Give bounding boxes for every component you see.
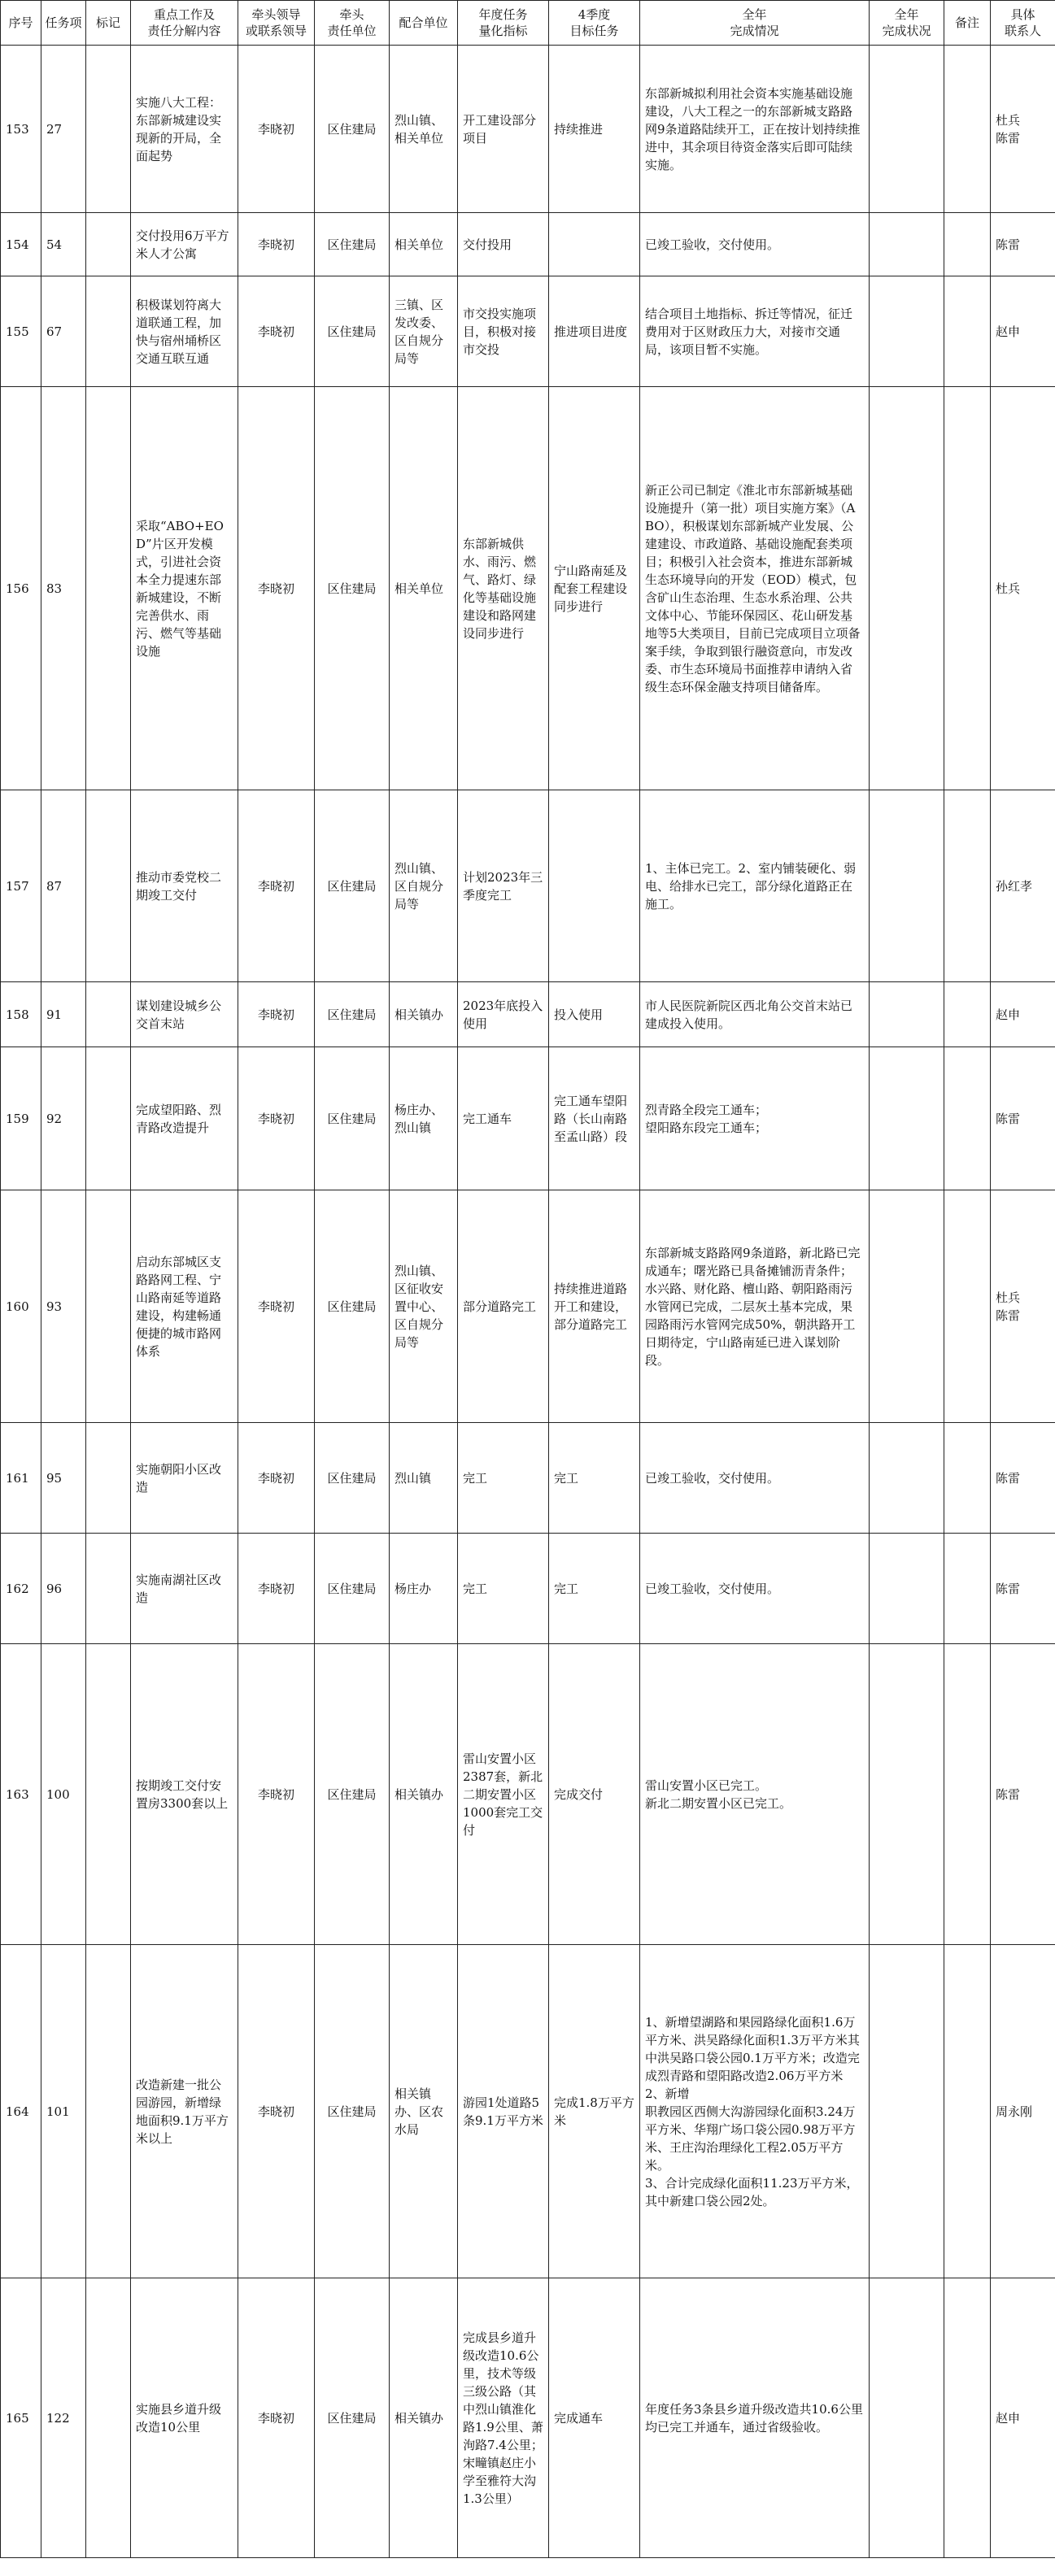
cell-annual: 计划2023年三季度完工 — [458, 790, 549, 982]
cell-q4: 完工 — [549, 1423, 640, 1534]
cell-progress: 已竣工验收，交付使用。 — [640, 1534, 870, 1644]
cell-mark — [86, 1190, 131, 1423]
cell-note — [944, 46, 991, 213]
cell-contact: 周永刚 — [991, 1945, 1055, 2278]
cell-note — [944, 1190, 991, 1423]
cell-leader: 李晓初 — [238, 982, 315, 1047]
cell-mark — [86, 2278, 131, 2558]
cell-note — [944, 2278, 991, 2558]
cell-no: 164 — [1, 1945, 41, 2278]
table-row — [1, 1190, 1055, 1423]
cell-contact: 陈雷 — [991, 213, 1055, 276]
table-row — [1, 982, 1055, 1047]
cell-task: 95 — [41, 1423, 86, 1534]
cell-leader: 李晓初 — [238, 1047, 315, 1190]
cell-content: 推动市委党校二期竣工交付 — [131, 790, 238, 982]
cell-status — [870, 1423, 944, 1534]
cell-leader: 李晓初 — [238, 1644, 315, 1945]
cell-no: 159 — [1, 1047, 41, 1190]
cell-progress: 雷山安置小区已完工。 新北二期安置小区已完工。 — [640, 1644, 870, 1945]
cell-contact: 杜兵 陈雷 — [991, 46, 1055, 213]
table-row — [1, 276, 1055, 387]
cell-mark — [86, 1644, 131, 1945]
cell-coop: 烈山镇、相关单位 — [390, 46, 458, 213]
cell-unit: 区住建局 — [315, 46, 390, 213]
cell-q4: 持续推进道路开工和建设，部分道路完工 — [549, 1190, 640, 1423]
cell-annual: 完工通车 — [458, 1047, 549, 1190]
header-coop: 配合单位 — [390, 1, 458, 46]
cell-annual: 雷山安置小区2387套，新北二期安置小区1000套完工交付 — [458, 1644, 549, 1945]
cell-no: 156 — [1, 387, 41, 790]
header-row — [1, 1, 1055, 46]
header-task: 任务项 — [41, 1, 86, 46]
header-annual: 年度任务 量化指标 — [458, 1, 549, 46]
cell-note — [944, 982, 991, 1047]
cell-no: 157 — [1, 790, 41, 982]
cell-status — [870, 1644, 944, 1945]
cell-progress: 东部新城拟利用社会资本实施基础设施建设，八大工程之一的东部新城支路路网9条道路陆续开工，正在按计划持续推进中，其余项目待资金落实后即可陆续实施。 — [640, 46, 870, 213]
cell-mark — [86, 1534, 131, 1644]
cell-q4: 完工通车望阳路（长山南路至孟山路）段 — [549, 1047, 640, 1190]
cell-progress: 已竣工验收，交付使用。 — [640, 213, 870, 276]
cell-coop: 相关镇办 — [390, 1644, 458, 1945]
cell-status — [870, 1047, 944, 1190]
cell-mark — [86, 213, 131, 276]
cell-content: 启动东部城区支路路网工程、宁山路南延等道路建设，构建畅通便捷的城市路网体系 — [131, 1190, 238, 1423]
cell-q4: 完工 — [549, 1534, 640, 1644]
cell-status — [870, 46, 944, 213]
cell-leader: 李晓初 — [238, 276, 315, 387]
cell-q4: 投入使用 — [549, 982, 640, 1047]
cell-status — [870, 790, 944, 982]
cell-task: 87 — [41, 790, 86, 982]
cell-progress: 市人民医院新院区西北角公交首末站已建成投入使用。 — [640, 982, 870, 1047]
cell-task: 100 — [41, 1644, 86, 1945]
cell-mark — [86, 276, 131, 387]
cell-unit: 区住建局 — [315, 1644, 390, 1945]
cell-q4: 完成1.8万平方米 — [549, 1945, 640, 2278]
cell-unit: 区住建局 — [315, 1945, 390, 2278]
cell-content: 采取“ABO+EOD”片区开发模式，引进社会资本全力提速东部新城建设，不断完善供水、雨污、燃气等基础设施 — [131, 387, 238, 790]
table-row — [1, 387, 1055, 790]
cell-progress: 结合项目土地指标、拆迁等情况，征迁费用对于区财政压力大，对接市交通局，该项目暂不实施。 — [640, 276, 870, 387]
cell-q4: 宁山路南延及配套工程建设同步进行 — [549, 387, 640, 790]
cell-task: 91 — [41, 982, 86, 1047]
cell-contact: 赵申 — [991, 982, 1055, 1047]
cell-contact: 陈雷 — [991, 1644, 1055, 1945]
table-row — [1, 213, 1055, 276]
cell-annual: 东部新城供水、雨污、燃气、路灯、绿化等基础设施建设和路网建设同步进行 — [458, 387, 549, 790]
cell-note — [944, 1047, 991, 1190]
header-contact: 具体 联系人 — [991, 1, 1055, 46]
cell-annual: 完工 — [458, 1423, 549, 1534]
header-mark: 标记 — [86, 1, 131, 46]
cell-content: 实施朝阳小区改造 — [131, 1423, 238, 1534]
cell-annual: 部分道路完工 — [458, 1190, 549, 1423]
cell-q4: 持续推进 — [549, 46, 640, 213]
cell-task: 96 — [41, 1534, 86, 1644]
cell-note — [944, 213, 991, 276]
cell-unit: 区住建局 — [315, 1047, 390, 1190]
cell-status — [870, 276, 944, 387]
header-progress: 全年 完成情况 — [640, 1, 870, 46]
cell-coop: 杨庄办 — [390, 1534, 458, 1644]
cell-mark — [86, 1945, 131, 2278]
cell-note — [944, 276, 991, 387]
cell-task: 92 — [41, 1047, 86, 1190]
cell-unit: 区住建局 — [315, 1423, 390, 1534]
cell-coop: 相关镇办 — [390, 2278, 458, 2558]
cell-note — [944, 1534, 991, 1644]
cell-no: 165 — [1, 2278, 41, 2558]
table-body — [1, 46, 1055, 2558]
cell-mark — [86, 1423, 131, 1534]
cell-annual: 开工建设部分项目 — [458, 46, 549, 213]
cell-progress: 年度任务3条县乡道升级改造共10.6公里均已完工并通车，通过省级验收。 — [640, 2278, 870, 2558]
cell-content: 交付投用6万平方米人才公寓 — [131, 213, 238, 276]
cell-note — [944, 1644, 991, 1945]
table-row — [1, 1423, 1055, 1534]
cell-contact: 赵申 — [991, 276, 1055, 387]
cell-leader: 李晓初 — [238, 46, 315, 213]
header-leader: 牵头领导 或联系领导 — [238, 1, 315, 46]
cell-status — [870, 387, 944, 790]
cell-annual: 游园1处道路5条9.1万平方米 — [458, 1945, 549, 2278]
cell-leader: 李晓初 — [238, 387, 315, 790]
cell-progress: 1、新增望湖路和果园路绿化面积1.6万平方米、洪吴路绿化面积1.3万平方米其中洪吴路口袋公园0.1万平方米；改造完成烈青路和望阳路改造2.06万平方米 2、新增 职教园区西侧大沟游园绿化面积3.24万平方米、华翔广场口袋公园0.98万平方米、王庄沟治理绿化工程2.05万平方米。 3、合计完成绿化面积11.23万平方米，其中新建口袋公园2处。 — [640, 1945, 870, 2278]
cell-contact: 陈雷 — [991, 1534, 1055, 1644]
cell-progress: 已竣工验收，交付使用。 — [640, 1423, 870, 1534]
cell-no: 155 — [1, 276, 41, 387]
cell-task: 122 — [41, 2278, 86, 2558]
cell-unit: 区住建局 — [315, 982, 390, 1047]
cell-content: 改造新建一批公园游园，新增绿地面积9.1万平方米以上 — [131, 1945, 238, 2278]
cell-task: 83 — [41, 387, 86, 790]
cell-status — [870, 1190, 944, 1423]
cell-unit: 区住建局 — [315, 213, 390, 276]
cell-contact: 杜兵 陈雷 — [991, 1190, 1055, 1423]
cell-task: 54 — [41, 213, 86, 276]
cell-no: 160 — [1, 1190, 41, 1423]
cell-status — [870, 1945, 944, 2278]
cell-coop: 相关镇办、区农水局 — [390, 1945, 458, 2278]
cell-task: 93 — [41, 1190, 86, 1423]
cell-contact: 陈雷 — [991, 1423, 1055, 1534]
cell-note — [944, 790, 991, 982]
cell-status — [870, 2278, 944, 2558]
cell-progress: 东部新城支路路网9条道路，新北路已完成通车；曙光路已具备摊铺沥青条件；水兴路、财化路、檀山路、朝阳路雨污水管网已完成，二层灰土基本完成，果园路雨污水管网完成50%，朝洪路开工日期待定，宁山路南延已进入谋划阶段。 — [640, 1190, 870, 1423]
cell-q4 — [549, 213, 640, 276]
cell-mark — [86, 790, 131, 982]
table-row — [1, 1945, 1055, 2278]
cell-content: 实施八大工程：东部新城建设实现新的开局，全面起势 — [131, 46, 238, 213]
cell-no: 158 — [1, 982, 41, 1047]
cell-q4: 完成通车 — [549, 2278, 640, 2558]
cell-content: 实施南湖社区改造 — [131, 1534, 238, 1644]
cell-leader: 李晓初 — [238, 790, 315, 982]
cell-content: 实施县乡道升级改造10公里 — [131, 2278, 238, 2558]
cell-coop: 相关镇办 — [390, 982, 458, 1047]
cell-status — [870, 1534, 944, 1644]
cell-annual: 2023年底投入使用 — [458, 982, 549, 1047]
cell-no: 153 — [1, 46, 41, 213]
table-row — [1, 1644, 1055, 1945]
cell-unit: 区住建局 — [315, 2278, 390, 2558]
cell-leader: 李晓初 — [238, 1534, 315, 1644]
cell-mark — [86, 982, 131, 1047]
cell-annual: 交付投用 — [458, 213, 549, 276]
cell-leader: 李晓初 — [238, 213, 315, 276]
header-no: 序号 — [1, 1, 41, 46]
cell-no: 161 — [1, 1423, 41, 1534]
cell-coop: 三镇、区发改委、区自规分局等 — [390, 276, 458, 387]
cell-note — [944, 387, 991, 790]
cell-note — [944, 1945, 991, 2278]
cell-no: 154 — [1, 213, 41, 276]
header-q4: 4季度 目标任务 — [549, 1, 640, 46]
cell-contact: 杜兵 — [991, 387, 1055, 790]
cell-status — [870, 213, 944, 276]
cell-task: 67 — [41, 276, 86, 387]
cell-q4 — [549, 790, 640, 982]
cell-content: 完成望阳路、烈青路改造提升 — [131, 1047, 238, 1190]
cell-mark — [86, 46, 131, 213]
table-row — [1, 46, 1055, 213]
cell-leader: 李晓初 — [238, 2278, 315, 2558]
cell-no: 162 — [1, 1534, 41, 1644]
cell-leader: 李晓初 — [238, 1945, 315, 2278]
cell-leader: 李晓初 — [238, 1423, 315, 1534]
header-status: 全年 完成状况 — [870, 1, 944, 46]
cell-unit: 区住建局 — [315, 1534, 390, 1644]
cell-contact: 陈雷 — [991, 1047, 1055, 1190]
cell-content: 按期竣工交付安置房3300套以上 — [131, 1644, 238, 1945]
cell-note — [944, 1423, 991, 1534]
cell-progress: 1、主体已完工。2、室内铺装硬化、弱电、给排水已完工，部分绿化道路正在施工。 — [640, 790, 870, 982]
cell-leader: 李晓初 — [238, 1190, 315, 1423]
cell-contact: 赵申 — [991, 2278, 1055, 2558]
table-row — [1, 1047, 1055, 1190]
cell-unit: 区住建局 — [315, 276, 390, 387]
cell-content: 积极谋划符离大道联通工程，加快与宿州埇桥区交通互联互通 — [131, 276, 238, 387]
cell-mark — [86, 1047, 131, 1190]
table-row — [1, 790, 1055, 982]
cell-coop: 烈山镇 — [390, 1423, 458, 1534]
cell-task: 101 — [41, 1945, 86, 2278]
cell-coop: 烈山镇、区征收安置中心、区自规分局等 — [390, 1190, 458, 1423]
header-unit: 牵头 责任单位 — [315, 1, 390, 46]
header-content: 重点工作及 责任分解内容 — [131, 1, 238, 46]
table-row — [1, 2278, 1055, 2558]
cell-annual: 市交投实施项目，积极对接市交投 — [458, 276, 549, 387]
cell-content: 谋划建设城乡公交首末站 — [131, 982, 238, 1047]
cell-contact: 孙红孝 — [991, 790, 1055, 982]
cell-annual: 完工 — [458, 1534, 549, 1644]
cell-coop: 烈山镇、区自规分局等 — [390, 790, 458, 982]
cell-q4: 推进项目进度 — [549, 276, 640, 387]
cell-progress: 新正公司已制定《淮北市东部新城基础设施提升（第一批）项目实施方案》（ABO），积极谋划东部新城产业发展、公建建设、市政道路、基础设施配套类项目；积极引入社会资本，推进东部新城生态环境导向的开发（EOD）模式，包含矿山生态治理、生态水系治理、公共文体中心、节能环保园区、花山研发基地等5大类项目，目前已完成项目立项备案手续，争取到银行融资意向，市发改委、市生态环境局书面推荐申请纳入省级生态环保金融支持项目储备库。 — [640, 387, 870, 790]
cell-status — [870, 982, 944, 1047]
cell-coop: 相关单位 — [390, 387, 458, 790]
header-note: 备注 — [944, 1, 991, 46]
cell-annual: 完成县乡道升级改造10.6公里，技术等级三级公路（其中烈山镇淮化路1.9公里、萧洵路7.4公里；宋疃镇赵庄小学至雅符大沟1.3公里） — [458, 2278, 549, 2558]
cell-coop: 相关单位 — [390, 213, 458, 276]
cell-coop: 杨庄办、烈山镇 — [390, 1047, 458, 1190]
cell-mark — [86, 387, 131, 790]
cell-task: 27 — [41, 46, 86, 213]
cell-unit: 区住建局 — [315, 790, 390, 982]
cell-unit: 区住建局 — [315, 1190, 390, 1423]
cell-unit: 区住建局 — [315, 387, 390, 790]
cell-progress: 烈青路全段完工通车； 望阳路东段完工通车； — [640, 1047, 870, 1190]
table-row — [1, 1534, 1055, 1644]
cell-q4: 完成交付 — [549, 1644, 640, 1945]
cell-no: 163 — [1, 1644, 41, 1945]
